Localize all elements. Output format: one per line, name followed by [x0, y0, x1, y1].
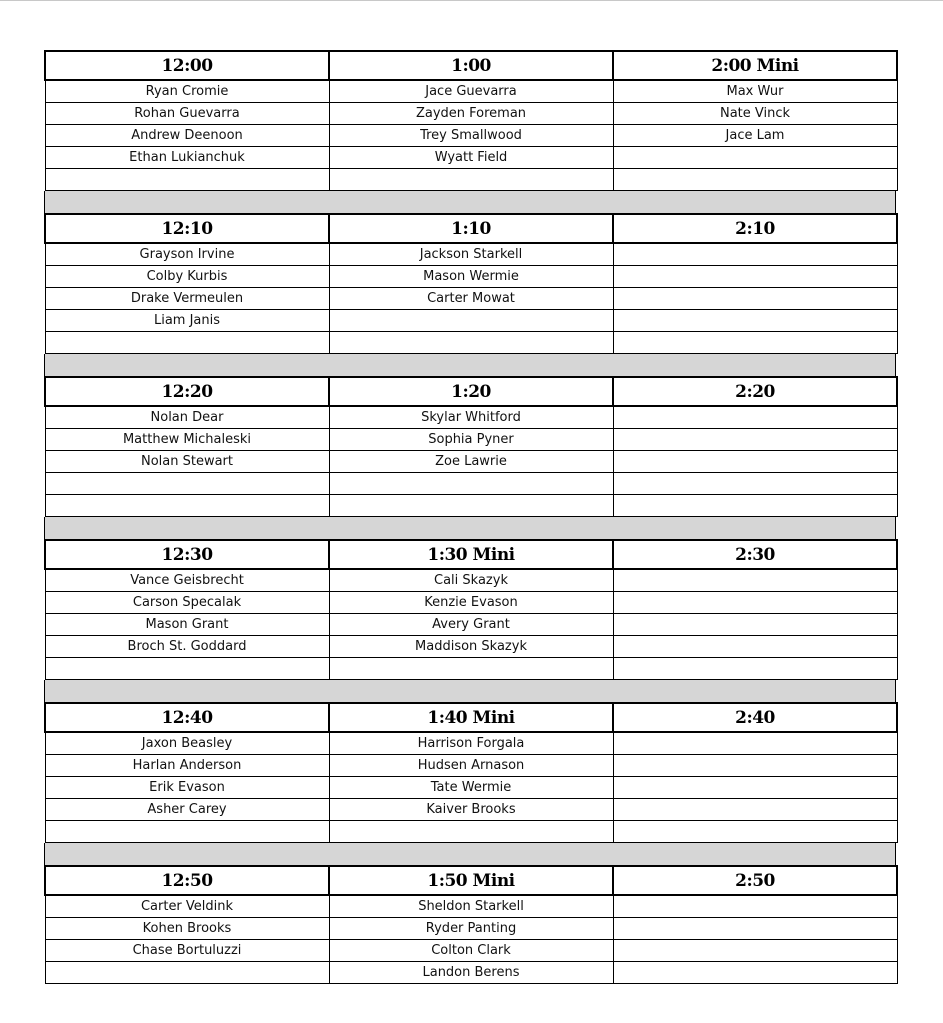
player-name-cell: Mason Grant	[45, 614, 329, 636]
player-name-cell: Hudsen Arnason	[329, 755, 613, 777]
player-name-cell: Zayden Foreman	[329, 103, 613, 125]
table-row	[45, 80, 897, 103]
block-separator	[44, 191, 896, 213]
player-name-cell: Ethan Lukianchuk	[45, 147, 329, 169]
tee-time-schedule	[44, 50, 896, 984]
player-name-cell	[613, 821, 897, 843]
player-name-cell: Nolan Stewart	[45, 451, 329, 473]
player-name-cell: Andrew Deenoon	[45, 125, 329, 147]
time-block	[44, 539, 896, 680]
time-slot-header: 1:00	[329, 51, 613, 80]
player-name-cell: Grayson Irvine	[45, 243, 329, 266]
player-name-cell	[613, 406, 897, 429]
player-name-cell: Vance Geisbrecht	[45, 569, 329, 592]
table-row	[45, 332, 897, 354]
player-name-cell	[45, 332, 329, 354]
player-name-cell: Wyatt Field	[329, 147, 613, 169]
player-name-cell: Landon Berens	[329, 962, 613, 984]
table-row	[45, 451, 897, 473]
player-name-cell	[329, 658, 613, 680]
player-name-cell	[613, 658, 897, 680]
time-slot-header: 12:50	[45, 866, 329, 895]
player-name-cell: Liam Janis	[45, 310, 329, 332]
time-block	[44, 50, 896, 191]
player-name-cell: Jaxon Beasley	[45, 732, 329, 755]
player-name-cell: Trey Smallwood	[329, 125, 613, 147]
player-name-cell: Zoe Lawrie	[329, 451, 613, 473]
time-slot-header: 12:00	[45, 51, 329, 80]
player-name-cell	[45, 821, 329, 843]
player-name-cell: Matthew Michaleski	[45, 429, 329, 451]
time-slot-header: 2:20	[613, 377, 897, 406]
player-name-cell: Kohen Brooks	[45, 918, 329, 940]
table-row	[45, 799, 897, 821]
player-name-cell	[613, 451, 897, 473]
time-slot-header: 2:00 Mini	[613, 51, 897, 80]
player-name-cell: Ryan Cromie	[45, 80, 329, 103]
time-block-table	[44, 539, 898, 680]
time-block-table	[44, 50, 898, 191]
table-row	[45, 755, 897, 777]
block-separator	[44, 843, 896, 865]
player-name-cell: Rohan Guevarra	[45, 103, 329, 125]
time-header-row	[45, 703, 897, 732]
player-name-cell: Erik Evason	[45, 777, 329, 799]
time-block	[44, 865, 896, 984]
player-name-cell: Ryder Panting	[329, 918, 613, 940]
time-header-row	[45, 214, 897, 243]
player-name-cell: Max Wur	[613, 80, 897, 103]
player-name-cell	[613, 962, 897, 984]
player-name-cell: Broch St. Goddard	[45, 636, 329, 658]
player-name-cell	[613, 288, 897, 310]
table-row	[45, 940, 897, 962]
time-slot-header: 2:10	[613, 214, 897, 243]
time-slot-header: 1:20	[329, 377, 613, 406]
time-header-row	[45, 377, 897, 406]
player-name-cell: Sheldon Starkell	[329, 895, 613, 918]
time-block-table	[44, 213, 898, 354]
player-name-cell: Jackson Starkell	[329, 243, 613, 266]
table-row	[45, 429, 897, 451]
table-row	[45, 592, 897, 614]
player-name-cell: Jace Lam	[613, 125, 897, 147]
time-slot-header: 12:20	[45, 377, 329, 406]
table-row	[45, 777, 897, 799]
player-name-cell	[613, 243, 897, 266]
player-name-cell	[329, 310, 613, 332]
player-name-cell: Kaiver Brooks	[329, 799, 613, 821]
time-header-row	[45, 540, 897, 569]
table-row	[45, 821, 897, 843]
table-row	[45, 658, 897, 680]
table-row	[45, 288, 897, 310]
time-block-table	[44, 376, 898, 517]
player-name-cell: Harrison Forgala	[329, 732, 613, 755]
player-name-cell	[613, 614, 897, 636]
player-name-cell	[45, 658, 329, 680]
player-name-cell	[613, 918, 897, 940]
player-name-cell: Colton Clark	[329, 940, 613, 962]
time-header-row	[45, 866, 897, 895]
player-name-cell: Maddison Skazyk	[329, 636, 613, 658]
table-row	[45, 125, 897, 147]
time-block-table	[44, 865, 898, 984]
player-name-cell	[45, 962, 329, 984]
player-name-cell: Skylar Whitford	[329, 406, 613, 429]
table-row	[45, 732, 897, 755]
time-slot-header: 2:30	[613, 540, 897, 569]
player-name-cell: Drake Vermeulen	[45, 288, 329, 310]
table-row	[45, 147, 897, 169]
player-name-cell: Carson Specalak	[45, 592, 329, 614]
player-name-cell	[613, 332, 897, 354]
player-name-cell: Kenzie Evason	[329, 592, 613, 614]
time-slot-header: 12:30	[45, 540, 329, 569]
table-row	[45, 495, 897, 517]
table-row	[45, 266, 897, 288]
player-name-cell	[329, 169, 613, 191]
player-name-cell	[613, 592, 897, 614]
player-name-cell	[613, 895, 897, 918]
time-slot-header: 1:30 Mini	[329, 540, 613, 569]
player-name-cell	[613, 147, 897, 169]
player-name-cell	[329, 495, 613, 517]
player-name-cell	[45, 169, 329, 191]
player-name-cell	[329, 821, 613, 843]
table-row	[45, 406, 897, 429]
player-name-cell	[613, 799, 897, 821]
player-name-cell: Nolan Dear	[45, 406, 329, 429]
player-name-cell	[613, 266, 897, 288]
table-row	[45, 310, 897, 332]
time-block	[44, 702, 896, 843]
player-name-cell: Harlan Anderson	[45, 755, 329, 777]
table-row	[45, 918, 897, 940]
player-name-cell: Asher Carey	[45, 799, 329, 821]
player-name-cell	[613, 636, 897, 658]
time-header-row	[45, 51, 897, 80]
table-row	[45, 169, 897, 191]
table-row	[45, 243, 897, 266]
player-name-cell: Colby Kurbis	[45, 266, 329, 288]
time-block	[44, 213, 896, 354]
player-name-cell	[613, 755, 897, 777]
time-slot-header: 12:10	[45, 214, 329, 243]
player-name-cell	[45, 473, 329, 495]
table-row	[45, 614, 897, 636]
player-name-cell	[45, 495, 329, 517]
time-slot-header: 2:40	[613, 703, 897, 732]
table-row	[45, 473, 897, 495]
player-name-cell	[613, 732, 897, 755]
player-name-cell	[329, 332, 613, 354]
block-separator	[44, 680, 896, 702]
player-name-cell: Nate Vinck	[613, 103, 897, 125]
time-block-table	[44, 702, 898, 843]
player-name-cell: Cali Skazyk	[329, 569, 613, 592]
time-slot-header: 1:10	[329, 214, 613, 243]
player-name-cell: Sophia Pyner	[329, 429, 613, 451]
block-separator	[44, 354, 896, 376]
player-name-cell: Mason Wermie	[329, 266, 613, 288]
player-name-cell: Carter Mowat	[329, 288, 613, 310]
player-name-cell	[613, 569, 897, 592]
table-row	[45, 895, 897, 918]
time-slot-header: 1:40 Mini	[329, 703, 613, 732]
time-slot-header: 12:40	[45, 703, 329, 732]
player-name-cell	[329, 473, 613, 495]
table-row	[45, 962, 897, 984]
table-row	[45, 636, 897, 658]
table-row	[45, 569, 897, 592]
player-name-cell	[613, 310, 897, 332]
player-name-cell	[613, 169, 897, 191]
player-name-cell: Jace Guevarra	[329, 80, 613, 103]
player-name-cell: Chase Bortuluzzi	[45, 940, 329, 962]
player-name-cell: Avery Grant	[329, 614, 613, 636]
block-separator	[44, 517, 896, 539]
time-slot-header: 2:50	[613, 866, 897, 895]
time-slot-header: 1:50 Mini	[329, 866, 613, 895]
player-name-cell: Carter Veldink	[45, 895, 329, 918]
table-row	[45, 103, 897, 125]
player-name-cell	[613, 940, 897, 962]
player-name-cell: Tate Wermie	[329, 777, 613, 799]
player-name-cell	[613, 429, 897, 451]
player-name-cell	[613, 777, 897, 799]
player-name-cell	[613, 473, 897, 495]
time-block	[44, 376, 896, 517]
player-name-cell	[613, 495, 897, 517]
page-top-border	[0, 0, 943, 1]
